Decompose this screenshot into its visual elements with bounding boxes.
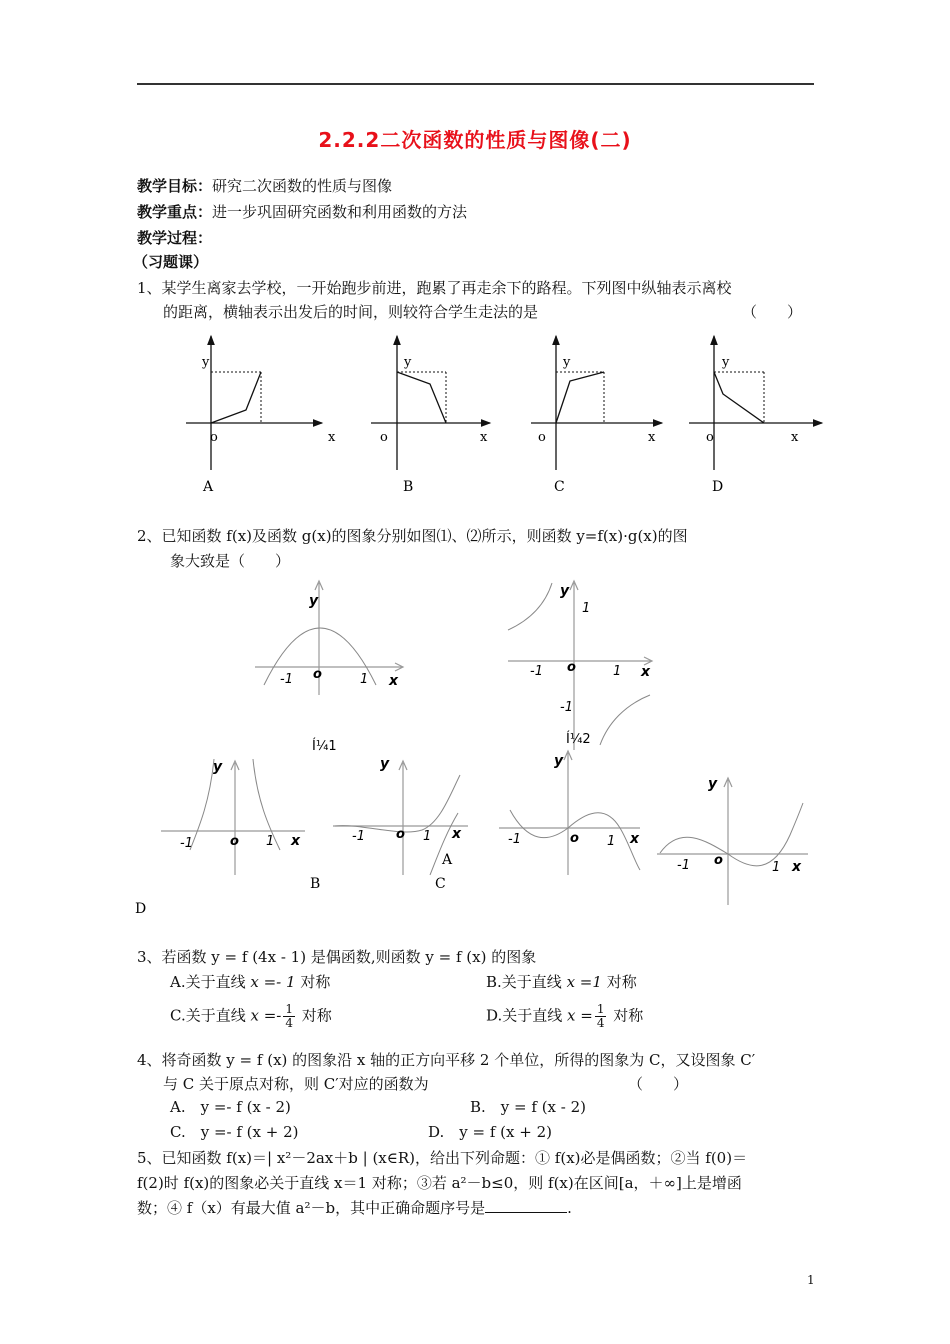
- q5-end: .: [567, 1199, 572, 1217]
- q2-line2: 象大致是（ ）: [170, 552, 291, 570]
- header-rule: [137, 83, 814, 85]
- q4-option-c: C. y =- f (x + 2): [170, 1123, 299, 1141]
- q3-c-num: 1: [285, 1002, 294, 1016]
- q2-option-a-graph: [333, 756, 468, 875]
- q1-a-origin: o: [210, 430, 218, 445]
- q4-option-b: B. y = f (x - 2): [470, 1098, 587, 1116]
- q1-graphs: [0, 328, 950, 508]
- q3-a-pre: A.关于直线: [170, 973, 246, 991]
- q4-option-d: D. y = f (x + 2): [428, 1123, 552, 1141]
- q2-fig2-o: o: [567, 660, 576, 675]
- q3-option-d: [486, 1003, 643, 1030]
- q2-b-x: x: [630, 831, 640, 847]
- q1-b-y-label: y: [404, 355, 412, 370]
- q5-line1: 5、已知函数 f(x)＝| x²－2ax＋b | (x∈R)，给出下列命题：① f(x)必是偶函数；②当 f(0)＝: [137, 1149, 748, 1167]
- q2-b-y: y: [554, 753, 564, 769]
- q2-fig1: [255, 581, 403, 754]
- q2-fig2-label: Í¼2: [566, 732, 591, 747]
- q2-option-b-graph: [499, 751, 640, 875]
- q3-b-math: x =1: [566, 973, 602, 991]
- q1-paren: （ ）: [742, 303, 803, 321]
- q2-fig1-one: 1: [360, 672, 369, 687]
- q3-option-b: [486, 972, 637, 992]
- q3-b-pre: B.关于直线: [486, 973, 562, 991]
- objective-line: [137, 176, 392, 196]
- lesson-type: （习题课）: [133, 253, 209, 271]
- q2-label-d: D: [135, 901, 147, 917]
- q1-b-origin: o: [380, 430, 388, 445]
- q2-fig1-y: y: [309, 593, 319, 609]
- q3-d-math: x =: [567, 1006, 593, 1025]
- q3-d-den: 4: [596, 1016, 605, 1030]
- q3-c-pre: C.关于直线: [170, 1006, 246, 1025]
- q3-c-post: 对称: [301, 1006, 332, 1025]
- q5-line3-wrap: [137, 1198, 572, 1218]
- focus-line: [137, 202, 467, 222]
- q3-d-num: 1: [596, 1002, 605, 1016]
- q2-fig1-x: x: [389, 673, 399, 689]
- q3-b-post: 对称: [606, 973, 637, 991]
- q2-fig1-neg1: -1: [280, 672, 293, 687]
- q1-graph-a: [186, 336, 336, 495]
- q3-option-a: [170, 972, 330, 992]
- focus-label: 教学重点：: [137, 203, 213, 221]
- process-label: 教学过程：: [137, 229, 213, 247]
- q1-graph-b: [371, 336, 490, 495]
- q4-line1: 4、将奇函数 y = f (x) 的图象沿 x 轴的正方向平移 2 个单位，所得的图象为 C，又设图象 C′: [137, 1051, 756, 1069]
- q5-answer-blank[interactable]: [485, 1198, 567, 1213]
- q1-choice-a: A: [203, 479, 214, 495]
- q3-stem: 3、若函数 y = f (4x - 1) 是偶函数,则函数 y = f (x) 的图象: [137, 948, 537, 966]
- q2-a-one: 1: [423, 829, 432, 844]
- q3-option-c: [170, 1003, 332, 1030]
- q1-choice-c: C: [554, 479, 565, 495]
- q2-fig1-label: Í¼1: [312, 739, 337, 754]
- q2-option-d-graph: [161, 759, 305, 875]
- q2-fig2-neg1-x: -1: [530, 664, 543, 679]
- q2-fig2-neg1-y: -1: [560, 700, 573, 715]
- q3-c-den: 4: [285, 1016, 294, 1030]
- objective-label: 教学目标：: [137, 177, 213, 195]
- q1-choice-b: B: [403, 479, 414, 495]
- q2-fig1-o: o: [313, 667, 322, 682]
- q2-label-a: A: [442, 852, 453, 868]
- q2-fig2-y: y: [560, 583, 570, 599]
- q2-fig2-x: x: [641, 664, 651, 680]
- q2-d-one: 1: [266, 834, 275, 849]
- q2-c-neg1: -1: [677, 858, 690, 873]
- q2-b-neg1: -1: [508, 832, 521, 847]
- q2-c-one: 1: [772, 860, 781, 875]
- q4-line2: 与 C 关于原点对称，则 C′对应的函数为: [163, 1075, 429, 1093]
- focus-text: 进一步巩固研究函数和利用函数的方法: [212, 203, 468, 221]
- q3-a-math: x =- 1: [250, 973, 296, 991]
- q2-fig2: [508, 581, 652, 750]
- q2-label-c: C: [435, 876, 446, 892]
- q2-b-one: 1: [607, 834, 616, 849]
- q1-c-x-label: x: [648, 430, 656, 445]
- q2-a-neg1: -1: [352, 829, 365, 844]
- q3-c-fraction: [283, 1003, 295, 1030]
- q2-graphs: [0, 575, 950, 925]
- q1-line1: 1、某学生离家去学校，一开始跑步前进，跑累了再走余下的路程。下列图中纵轴表示离校: [137, 279, 732, 297]
- q2-d-y: y: [213, 759, 223, 775]
- q1-a-y-label: y: [202, 355, 210, 370]
- q2-c-x: x: [792, 859, 802, 875]
- q4-paren: （ ）: [628, 1075, 689, 1093]
- q1-c-y-label: y: [563, 355, 571, 370]
- q2-label-b: B: [310, 876, 321, 892]
- q1-graph-d: [689, 336, 822, 495]
- page-number: 1: [807, 1273, 815, 1287]
- q2-d-x: x: [291, 833, 301, 849]
- q2-fig2-one-x: 1: [613, 664, 622, 679]
- q2-option-c-graph: [657, 776, 808, 905]
- q5-line2: f(2)时 f(x)的图象必关于直线 x＝1 对称；③若 a²－b≤0，则 f(x)在区间[a，＋∞]上是增函: [137, 1174, 742, 1192]
- q2-c-y: y: [708, 776, 718, 792]
- q2-d-o: o: [230, 834, 239, 849]
- q2-d-neg1: -1: [180, 836, 193, 851]
- q2-fig2-one-y: 1: [582, 601, 591, 616]
- objective-text: 研究二次函数的性质与图像: [212, 177, 393, 195]
- q3-a-post: 对称: [300, 973, 331, 991]
- q1-b-x-label: x: [480, 430, 488, 445]
- q2-a-x: x: [452, 826, 462, 842]
- page-title: 2.2.2二次函数的性质与图像(二): [318, 128, 632, 152]
- q3-d-post: 对称: [613, 1006, 644, 1025]
- q1-graph-c: [531, 336, 662, 495]
- q2-line1: 2、已知函数 f(x)及函数 g(x)的图象分别如图⑴、⑵所示，则函数 y=f(x)·g(x)的图: [137, 527, 688, 545]
- q2-a-o: o: [396, 827, 405, 842]
- q1-choice-d: D: [712, 479, 724, 495]
- q3-c-math: x =-: [250, 1006, 282, 1025]
- q1-d-y-label: y: [722, 355, 730, 370]
- q3-d-pre: D.关于直线: [486, 1006, 563, 1025]
- q1-line2: 的距离，横轴表示出发后的时间，则较符合学生走法的是: [163, 303, 539, 321]
- q4-option-a: A. y =- f (x - 2): [170, 1098, 291, 1116]
- q2-b-o: o: [570, 831, 579, 846]
- q1-c-origin: o: [538, 430, 546, 445]
- q2-c-o: o: [714, 853, 723, 868]
- q5-line3: 数；④ f（x）有最大值 a²－b，其中正确命题序号是: [137, 1199, 486, 1217]
- q1-d-origin: o: [706, 430, 714, 445]
- q2-a-y: y: [380, 756, 390, 772]
- q1-d-x-label: x: [791, 430, 799, 445]
- q3-d-fraction: [595, 1003, 607, 1030]
- q1-a-x-label: x: [328, 430, 336, 445]
